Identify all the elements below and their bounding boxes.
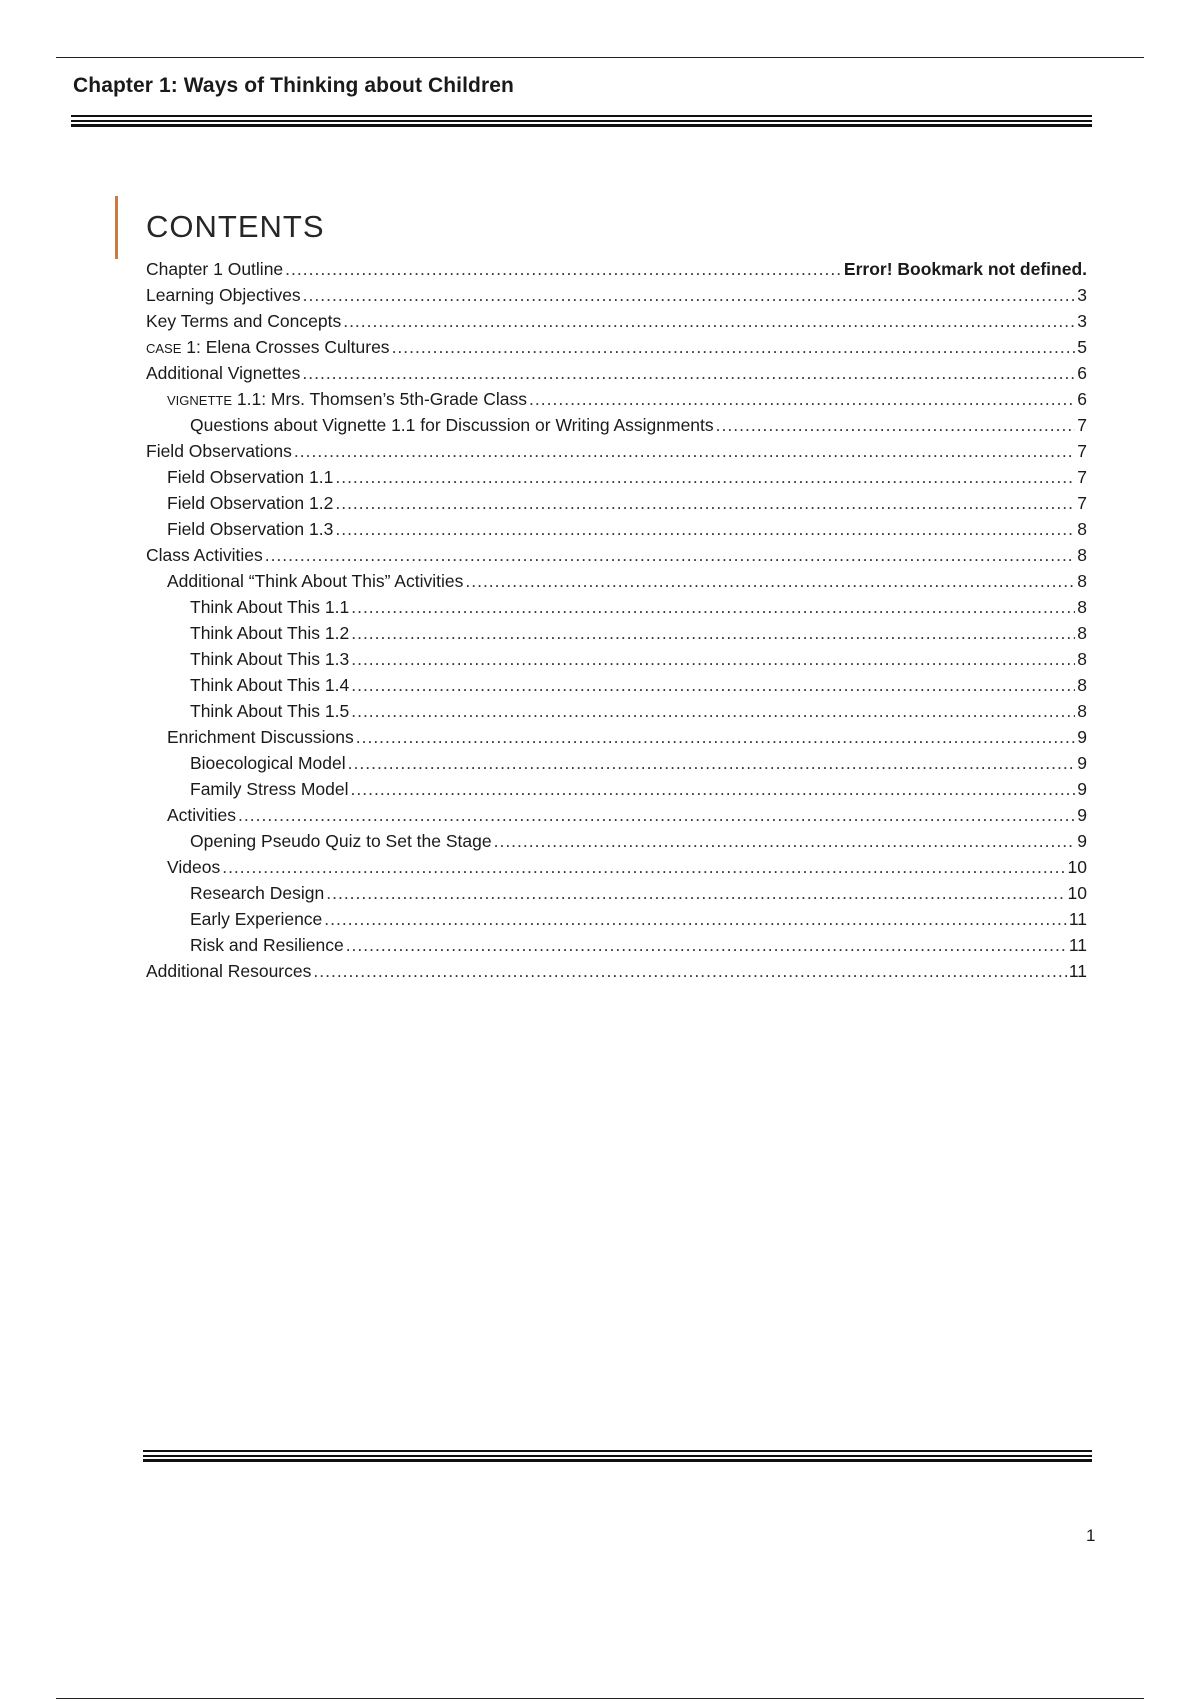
toc-entry-text: Family Stress Model <box>190 779 349 799</box>
toc-entry-page: 6 <box>1077 389 1087 409</box>
toc-entry-text: Learning Objectives <box>146 285 301 305</box>
toc-dot-leader <box>529 386 1075 412</box>
toc-entry-label[interactable] <box>167 516 333 542</box>
toc-entry-page: 8 <box>1077 701 1087 721</box>
toc-entry-text: Early Experience <box>190 909 323 929</box>
toc-entry-label[interactable] <box>190 412 714 438</box>
toc-entry-text: Field Observations <box>146 441 292 461</box>
toc-entry-label[interactable] <box>167 464 333 490</box>
toc-entry-label[interactable] <box>190 698 349 724</box>
toc-entry-text: Field Observation 1.1 <box>167 467 334 487</box>
toc-entry-label[interactable] <box>190 620 349 646</box>
toc-entry-text: Think About This 1.1 <box>190 597 350 617</box>
toc-dot-leader <box>285 256 842 282</box>
toc-entry-page: 10 <box>1067 883 1087 903</box>
toc-entry[interactable] <box>146 698 1087 724</box>
bottom-page-rule <box>56 1698 1144 1699</box>
toc-dot-leader <box>303 282 1076 308</box>
toc-entry[interactable] <box>146 490 1087 516</box>
toc-entry[interactable] <box>146 438 1087 464</box>
toc-entry[interactable] <box>146 672 1087 698</box>
toc-entry[interactable] <box>146 594 1087 620</box>
toc-entry-page: 3 <box>1077 311 1087 331</box>
toc-entry-label[interactable] <box>190 828 492 854</box>
toc-dot-leader <box>326 880 1065 906</box>
toc-entry-label[interactable] <box>146 958 311 984</box>
toc-entry-text: Think About This 1.3 <box>190 649 350 669</box>
toc-entry-text: Key Terms and Concepts <box>146 311 342 331</box>
toc-entry-page: 9 <box>1077 831 1087 851</box>
toc-entry[interactable] <box>146 360 1087 386</box>
toc-entry-label[interactable] <box>167 386 527 414</box>
toc-entry-page: 5 <box>1077 337 1087 357</box>
top-page-rule <box>56 57 1144 58</box>
toc-entry-text: Field Observation 1.3 <box>167 519 334 539</box>
toc-entry-page: 7 <box>1077 441 1087 461</box>
toc-entry-page: Error! Bookmark not defined. <box>843 259 1087 279</box>
footer-double-rule <box>143 1450 1092 1462</box>
toc-entry-page: 11 <box>1068 961 1087 981</box>
toc-entry-text: Opening Pseudo Quiz to Set the Stage <box>190 831 492 851</box>
toc-entry-text: Videos <box>167 857 221 877</box>
toc-dot-leader <box>238 802 1075 828</box>
toc-entry-label[interactable] <box>167 568 463 594</box>
toc-entry[interactable] <box>146 802 1087 828</box>
toc-entry-label[interactable] <box>190 776 349 802</box>
toc-entry-label[interactable] <box>190 750 346 776</box>
toc-entry-text: Additional Vignettes <box>146 363 301 383</box>
toc-entry-text: Think About This 1.4 <box>190 675 350 695</box>
toc-entry[interactable] <box>146 776 1087 802</box>
toc-entry-page: 8 <box>1077 545 1087 565</box>
toc-entry-page: 7 <box>1077 415 1087 435</box>
toc-entry-page: 3 <box>1077 285 1087 305</box>
toc-entry-page: 6 <box>1077 363 1087 383</box>
toc-dot-leader <box>351 594 1075 620</box>
toc-entry-page: 9 <box>1077 779 1087 799</box>
toc-dot-leader <box>335 464 1075 490</box>
toc-entry-label[interactable] <box>167 802 236 828</box>
table-of-contents <box>146 256 1087 984</box>
toc-entry[interactable] <box>146 464 1087 490</box>
header-double-rule <box>71 115 1092 127</box>
toc-entry-page: 10 <box>1067 857 1087 877</box>
toc-entry-label[interactable] <box>167 854 220 880</box>
toc-entry[interactable] <box>146 646 1087 672</box>
toc-dot-leader <box>351 620 1075 646</box>
toc-entry-text: Research Design <box>190 883 325 903</box>
toc-entry-page: 9 <box>1077 727 1087 747</box>
toc-dot-leader <box>313 958 1066 984</box>
toc-entry[interactable] <box>146 542 1087 568</box>
toc-entry-page: 9 <box>1077 805 1087 825</box>
toc-entry-page: 11 <box>1068 909 1087 929</box>
toc-entry[interactable] <box>146 620 1087 646</box>
toc-entry[interactable] <box>146 516 1087 542</box>
toc-entry-text: Additional Resources <box>146 961 312 981</box>
toc-entry-label[interactable] <box>146 256 283 282</box>
toc-entry[interactable] <box>146 854 1087 880</box>
toc-entry-text: Additional “Think About This” Activities <box>167 571 464 591</box>
chapter-header-title: Chapter 1: Ways of Thinking about Children <box>73 74 514 97</box>
toc-entry-page: 8 <box>1077 675 1087 695</box>
toc-entry-label[interactable] <box>190 932 344 958</box>
toc-dot-leader <box>265 542 1076 568</box>
toc-dot-leader <box>356 724 1076 750</box>
toc-entry[interactable] <box>146 880 1087 906</box>
toc-entry-page: 8 <box>1077 623 1087 643</box>
toc-entry-text: Chapter 1 Outline <box>146 259 284 279</box>
toc-entry-text: Class Activities <box>146 545 263 565</box>
toc-entry-label[interactable] <box>190 646 349 672</box>
toc-entry-page: 8 <box>1077 519 1087 539</box>
toc-dot-leader <box>351 672 1075 698</box>
toc-entry-page: 7 <box>1077 493 1087 513</box>
toc-dot-leader <box>348 750 1076 776</box>
toc-entry-label[interactable] <box>190 672 349 698</box>
toc-entry-page: 9 <box>1077 753 1087 773</box>
toc-entry-page: 7 <box>1077 467 1087 487</box>
toc-dot-leader <box>351 646 1075 672</box>
toc-dot-leader <box>494 828 1076 854</box>
toc-entry-text: Risk and Resilience <box>190 935 344 955</box>
toc-entry-page: 8 <box>1077 597 1087 617</box>
toc-entry[interactable] <box>146 568 1087 594</box>
toc-dot-leader <box>335 516 1075 542</box>
toc-entry[interactable] <box>146 958 1087 984</box>
toc-dot-leader <box>716 412 1076 438</box>
toc-entry-text: Field Observation 1.2 <box>167 493 334 513</box>
toc-dot-leader <box>343 308 1075 334</box>
toc-dot-leader <box>351 776 1076 802</box>
toc-entry-prefix: CASE <box>146 341 182 356</box>
toc-entry-label[interactable] <box>146 360 300 386</box>
toc-dot-leader <box>302 360 1075 386</box>
contents-accent-bar <box>115 196 118 259</box>
toc-dot-leader <box>222 854 1065 880</box>
toc-entry-text: Questions about Vignette 1.1 for Discussion or Writing Assignments <box>190 415 714 435</box>
toc-dot-leader <box>324 906 1067 932</box>
toc-entry-label[interactable] <box>167 490 333 516</box>
toc-entry-text: Enrichment Discussions <box>167 727 354 747</box>
toc-entry[interactable] <box>146 386 1087 412</box>
toc-entry[interactable] <box>146 828 1087 854</box>
toc-dot-leader <box>392 334 1076 360</box>
toc-entry[interactable] <box>146 412 1087 438</box>
toc-entry-text: Think About This 1.2 <box>190 623 350 643</box>
toc-entry-page: 11 <box>1068 935 1087 955</box>
toc-dot-leader <box>335 490 1075 516</box>
toc-entry-label[interactable] <box>146 308 341 334</box>
toc-entry-label[interactable] <box>190 880 324 906</box>
toc-entry-label[interactable] <box>146 542 263 568</box>
toc-entry-text: Activities <box>167 805 237 825</box>
toc-entry-text: 1.1: Mrs. Thomsen’s 5th-Grade Class <box>232 389 528 409</box>
toc-entry-text: Think About This 1.5 <box>190 701 350 721</box>
toc-entry-prefix: VIGNETTE <box>167 393 233 408</box>
toc-dot-leader <box>294 438 1075 464</box>
toc-entry[interactable] <box>146 308 1087 334</box>
toc-entry-label[interactable] <box>190 594 349 620</box>
toc-entry-label[interactable] <box>146 438 292 464</box>
toc-entry-text: Bioecological Model <box>190 753 346 773</box>
toc-entry[interactable] <box>146 906 1087 932</box>
toc-entry[interactable] <box>146 256 1087 282</box>
toc-dot-leader <box>351 698 1075 724</box>
toc-dot-leader <box>465 568 1075 594</box>
toc-entry[interactable] <box>146 282 1087 308</box>
page-number: 1 <box>1086 1526 1096 1545</box>
toc-entry-text: 1: Elena Crosses Cultures <box>181 337 390 357</box>
toc-dot-leader <box>346 932 1067 958</box>
toc-entry[interactable] <box>146 334 1087 360</box>
toc-entry[interactable] <box>146 932 1087 958</box>
toc-entry-page: 8 <box>1077 571 1087 591</box>
toc-entry-page: 8 <box>1077 649 1087 669</box>
contents-heading: CONTENTS <box>146 209 325 244</box>
toc-entry[interactable] <box>146 724 1087 750</box>
toc-entry-label[interactable] <box>146 282 301 308</box>
toc-entry-label[interactable] <box>167 724 354 750</box>
toc-entry-label[interactable] <box>146 334 390 362</box>
toc-entry[interactable] <box>146 750 1087 776</box>
toc-entry-label[interactable] <box>190 906 322 932</box>
